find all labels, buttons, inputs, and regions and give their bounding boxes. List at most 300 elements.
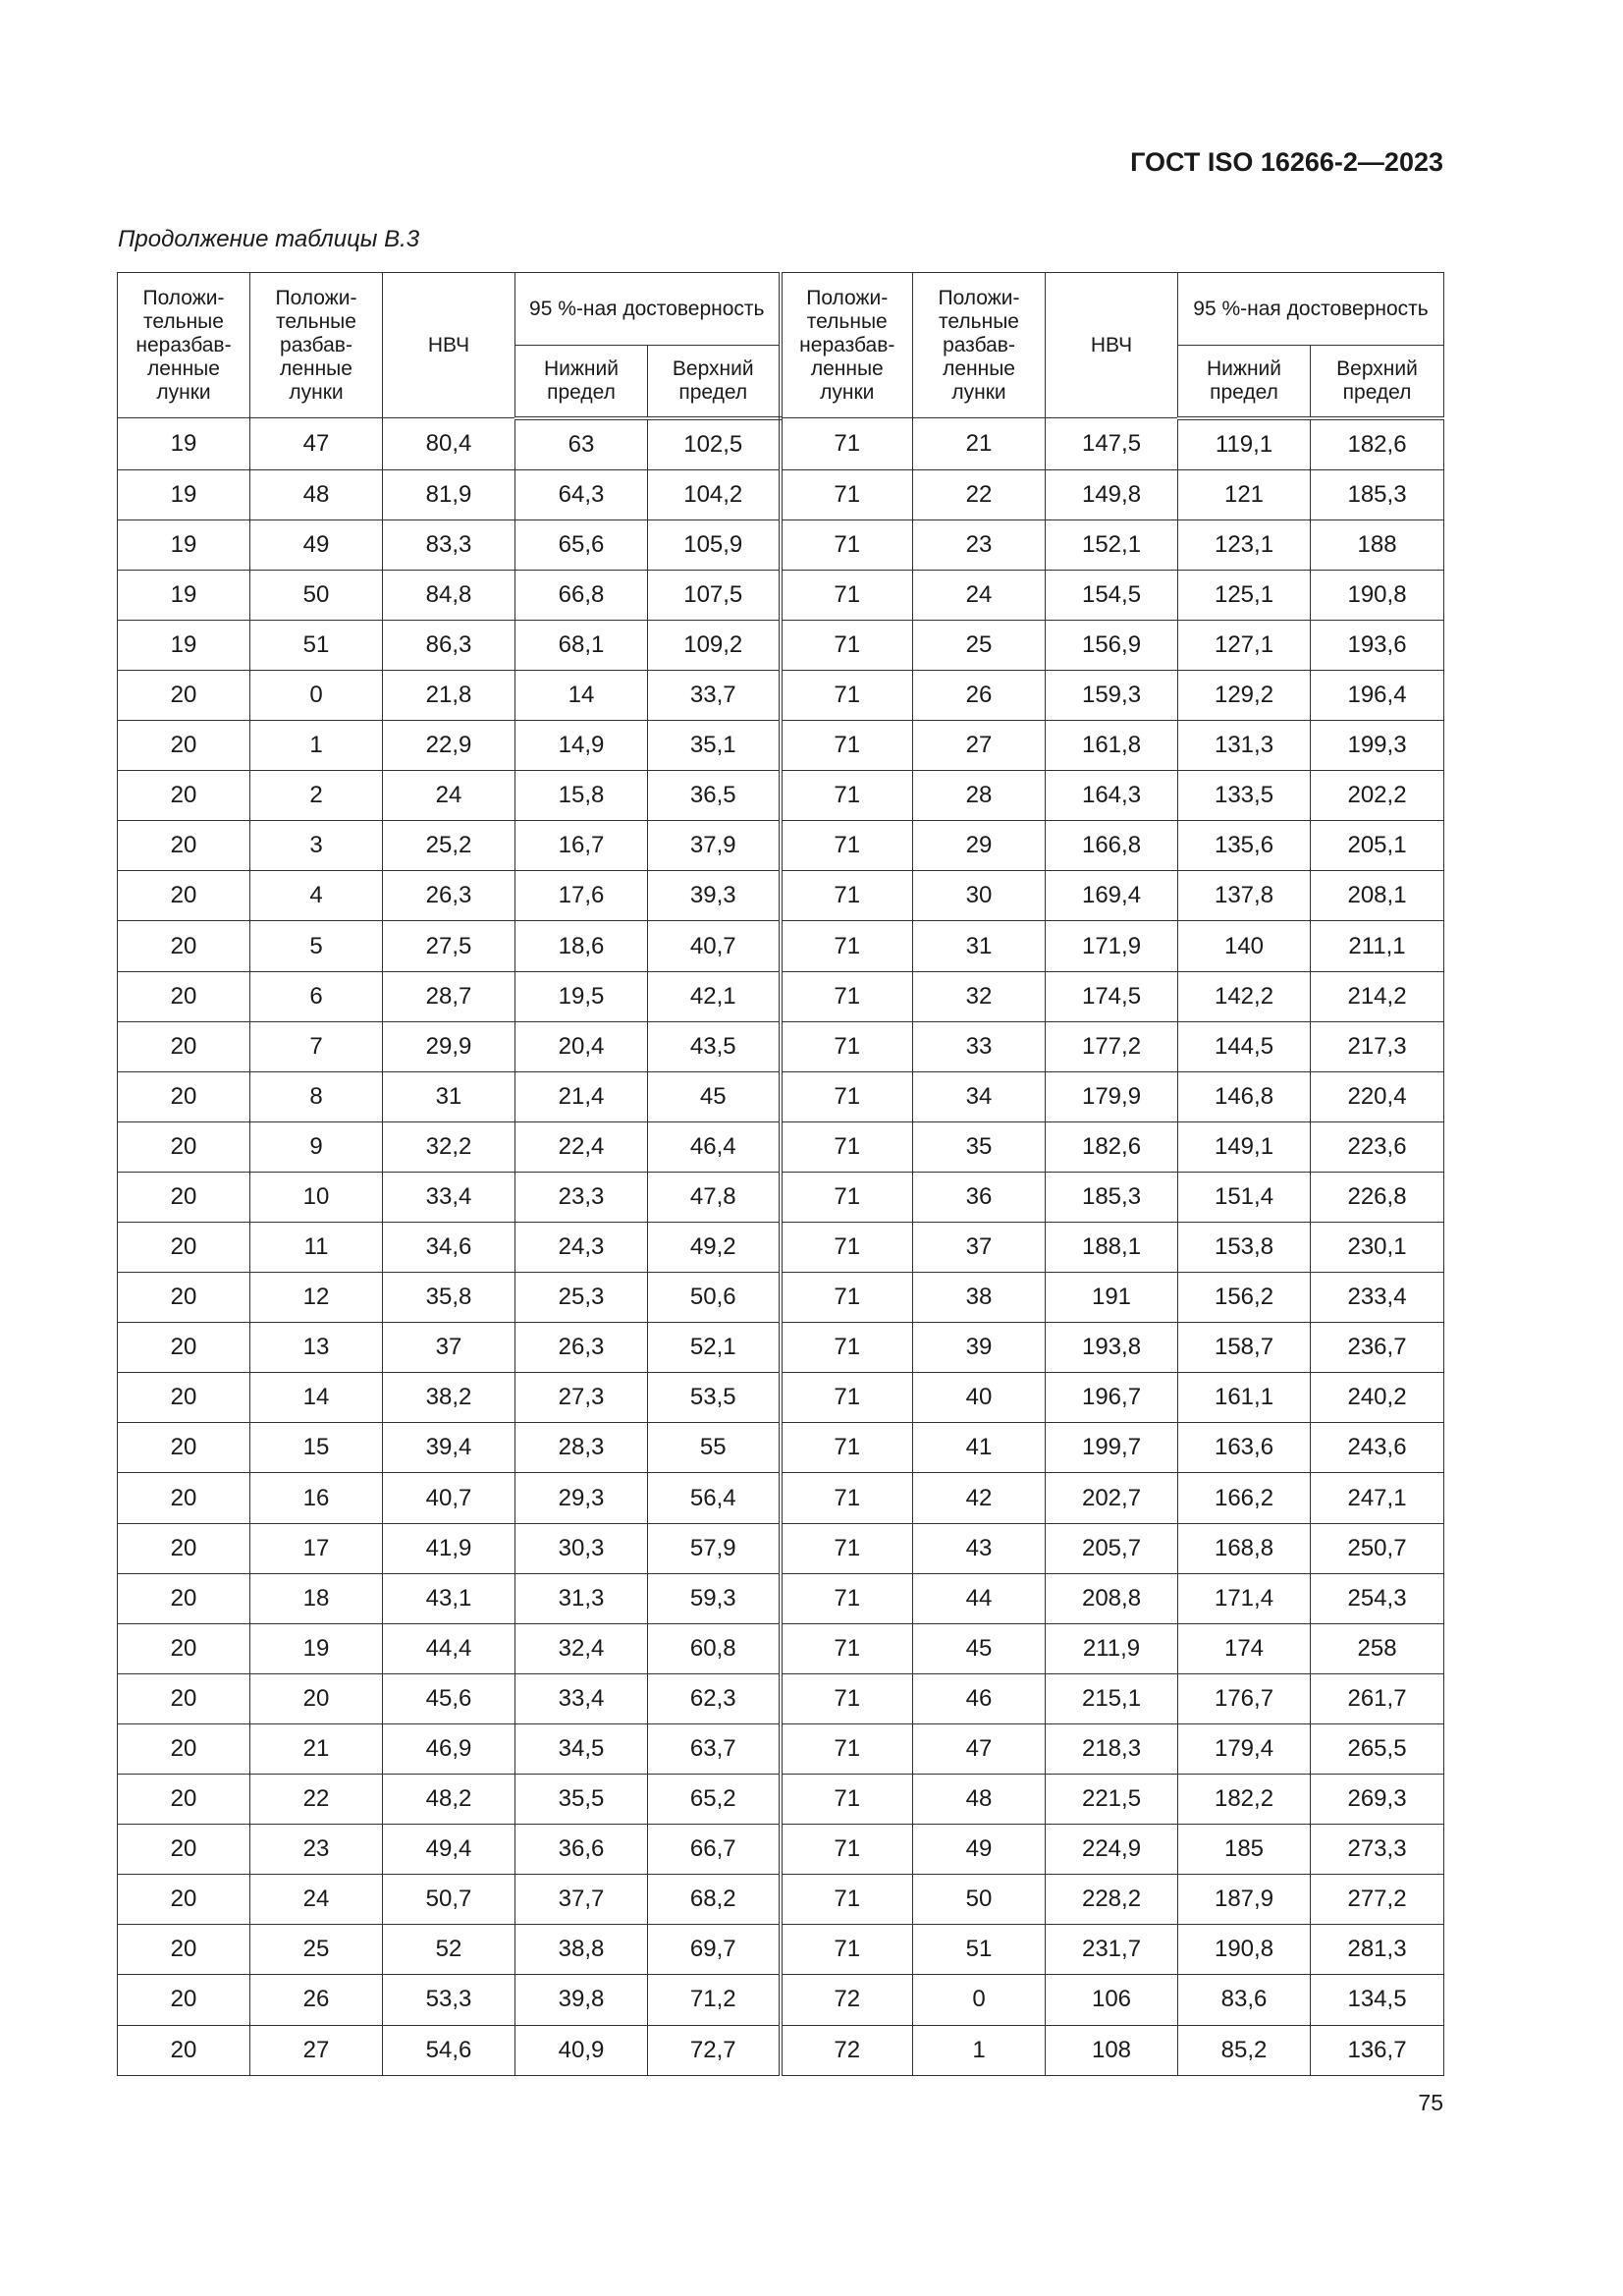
pos-diluted-cell: 50 bbox=[913, 1875, 1046, 1925]
pos-diluted-cell: 21 bbox=[250, 1723, 383, 1774]
upper-limit-cell: 277,2 bbox=[1311, 1875, 1444, 1925]
lower-limit-cell: 25,3 bbox=[515, 1273, 648, 1323]
lower-limit-cell: 129,2 bbox=[1178, 670, 1311, 720]
lower-limit-cell: 182,2 bbox=[1178, 1775, 1311, 1825]
upper-limit-cell: 52,1 bbox=[648, 1323, 781, 1373]
table-row bbox=[118, 1273, 1444, 1323]
upper-limit-cell: 199,3 bbox=[1311, 721, 1444, 771]
mpn-cell: 26,3 bbox=[383, 871, 515, 921]
pos-diluted-cell: 44 bbox=[913, 1573, 1046, 1623]
pos-diluted-cell: 37 bbox=[913, 1223, 1046, 1273]
table-row bbox=[118, 570, 1444, 620]
mpn-cell: 193,8 bbox=[1046, 1323, 1178, 1373]
header-lower-limit: Нижний предел bbox=[1178, 346, 1311, 418]
mpn-cell: 211,9 bbox=[1046, 1623, 1178, 1673]
pos-diluted-cell: 5 bbox=[250, 921, 383, 971]
mpn-cell: 171,9 bbox=[1046, 921, 1178, 971]
upper-limit-cell: 258 bbox=[1311, 1623, 1444, 1673]
table-row bbox=[118, 1925, 1444, 1975]
table-row bbox=[118, 1373, 1444, 1423]
lower-limit-cell: 190,8 bbox=[1178, 1925, 1311, 1975]
pos-undiluted-cell: 19 bbox=[118, 469, 250, 519]
mpn-cell: 191 bbox=[1046, 1273, 1178, 1323]
lower-limit-cell: 37,7 bbox=[515, 1875, 648, 1925]
mpn-cell: 188,1 bbox=[1046, 1223, 1178, 1273]
mpn-cell: 48,2 bbox=[383, 1775, 515, 1825]
pos-diluted-cell: 39 bbox=[913, 1323, 1046, 1373]
pos-diluted-cell: 22 bbox=[250, 1775, 383, 1825]
pos-undiluted-cell: 71 bbox=[781, 821, 913, 871]
pos-undiluted-cell: 71 bbox=[781, 1775, 913, 1825]
mpn-cell: 43,1 bbox=[383, 1573, 515, 1623]
lower-limit-cell: 27,3 bbox=[515, 1373, 648, 1423]
lower-limit-cell: 171,4 bbox=[1178, 1573, 1311, 1623]
mpn-cell: 53,3 bbox=[383, 1975, 515, 2025]
pos-diluted-cell: 24 bbox=[913, 570, 1046, 620]
mpn-cell: 34,6 bbox=[383, 1223, 515, 1273]
mpn-cell: 84,8 bbox=[383, 570, 515, 620]
pos-undiluted-cell: 19 bbox=[118, 418, 250, 470]
pos-undiluted-cell: 19 bbox=[118, 570, 250, 620]
mpn-cell: 37 bbox=[383, 1323, 515, 1373]
mpn-cell: 32,2 bbox=[383, 1121, 515, 1172]
mpn-cell: 80,4 bbox=[383, 418, 515, 470]
header-upper-limit: Верхний предел bbox=[1311, 346, 1444, 418]
pos-undiluted-cell: 19 bbox=[118, 519, 250, 570]
upper-limit-cell: 261,7 bbox=[1311, 1673, 1444, 1723]
header-mpn: НВЧ bbox=[383, 273, 515, 418]
mpn-cell: 108 bbox=[1046, 2025, 1178, 2075]
mpn-cell: 205,7 bbox=[1046, 1523, 1178, 1573]
mpn-cell: 185,3 bbox=[1046, 1172, 1178, 1222]
pos-undiluted-cell: 71 bbox=[781, 1021, 913, 1071]
table-row bbox=[118, 1071, 1444, 1121]
pos-undiluted-cell: 71 bbox=[781, 1373, 913, 1423]
mpn-cell: 50,7 bbox=[383, 1875, 515, 1925]
pos-undiluted-cell: 20 bbox=[118, 1373, 250, 1423]
table-row bbox=[118, 1825, 1444, 1875]
mpn-cell: 28,7 bbox=[383, 971, 515, 1021]
pos-diluted-cell: 40 bbox=[913, 1373, 1046, 1423]
header-positive-diluted: Положи-тельные разбав-ленные лунки bbox=[250, 273, 383, 418]
pos-diluted-cell: 42 bbox=[913, 1473, 1046, 1523]
pos-undiluted-cell: 72 bbox=[781, 2025, 913, 2075]
upper-limit-cell: 205,1 bbox=[1311, 821, 1444, 871]
pos-diluted-cell: 15 bbox=[250, 1423, 383, 1473]
pos-diluted-cell: 13 bbox=[250, 1323, 383, 1373]
mpn-cell: 81,9 bbox=[383, 469, 515, 519]
upper-limit-cell: 226,8 bbox=[1311, 1172, 1444, 1222]
upper-limit-cell: 104,2 bbox=[648, 469, 781, 519]
mpn-cell: 152,1 bbox=[1046, 519, 1178, 570]
upper-limit-cell: 69,7 bbox=[648, 1925, 781, 1975]
pos-undiluted-cell: 71 bbox=[781, 1223, 913, 1273]
lower-limit-cell: 24,3 bbox=[515, 1223, 648, 1273]
pos-diluted-cell: 46 bbox=[913, 1673, 1046, 1723]
pos-diluted-cell: 11 bbox=[250, 1223, 383, 1273]
lower-limit-cell: 64,3 bbox=[515, 469, 648, 519]
mpn-cell: 41,9 bbox=[383, 1523, 515, 1573]
lower-limit-cell: 38,8 bbox=[515, 1925, 648, 1975]
mpn-cell: 159,3 bbox=[1046, 670, 1178, 720]
pos-undiluted-cell: 20 bbox=[118, 1875, 250, 1925]
upper-limit-cell: 66,7 bbox=[648, 1825, 781, 1875]
mpn-cell: 52 bbox=[383, 1925, 515, 1975]
pos-diluted-cell: 25 bbox=[250, 1925, 383, 1975]
upper-limit-cell: 211,1 bbox=[1311, 921, 1444, 971]
lower-limit-cell: 31,3 bbox=[515, 1573, 648, 1623]
lower-limit-cell: 19,5 bbox=[515, 971, 648, 1021]
pos-diluted-cell: 17 bbox=[250, 1523, 383, 1573]
pos-diluted-cell: 48 bbox=[913, 1775, 1046, 1825]
table-row bbox=[118, 469, 1444, 519]
pos-undiluted-cell: 71 bbox=[781, 469, 913, 519]
mpn-cell: 49,4 bbox=[383, 1825, 515, 1875]
table-row bbox=[118, 1223, 1444, 1273]
table-row bbox=[118, 418, 1444, 470]
table-caption: Продолжение таблицы В.3 bbox=[118, 226, 420, 252]
upper-limit-cell: 60,8 bbox=[648, 1623, 781, 1673]
table-row bbox=[118, 670, 1444, 720]
table-row bbox=[118, 519, 1444, 570]
lower-limit-cell: 149,1 bbox=[1178, 1121, 1311, 1172]
table-row bbox=[118, 1423, 1444, 1473]
pos-undiluted-cell: 20 bbox=[118, 971, 250, 1021]
pos-diluted-cell: 51 bbox=[913, 1925, 1046, 1975]
table-row bbox=[118, 871, 1444, 921]
pos-diluted-cell: 49 bbox=[250, 519, 383, 570]
mpn-cell: 199,7 bbox=[1046, 1423, 1178, 1473]
pos-diluted-cell: 6 bbox=[250, 971, 383, 1021]
mpn-cell: 83,3 bbox=[383, 519, 515, 570]
pos-undiluted-cell: 20 bbox=[118, 2025, 250, 2075]
pos-undiluted-cell: 71 bbox=[781, 670, 913, 720]
pos-undiluted-cell: 71 bbox=[781, 1473, 913, 1523]
pos-diluted-cell: 48 bbox=[250, 469, 383, 519]
table-row bbox=[118, 1775, 1444, 1825]
pos-undiluted-cell: 19 bbox=[118, 620, 250, 670]
upper-limit-cell: 202,2 bbox=[1311, 771, 1444, 821]
document-id: ГОСТ ISO 16266-2—2023 bbox=[1130, 147, 1443, 177]
pos-undiluted-cell: 20 bbox=[118, 1975, 250, 2025]
pos-diluted-cell: 29 bbox=[913, 821, 1046, 871]
pos-diluted-cell: 45 bbox=[913, 1623, 1046, 1673]
header-confidence: 95 %-ная достоверность bbox=[1178, 273, 1444, 346]
mpn-cell: 161,8 bbox=[1046, 721, 1178, 771]
mpn-cell: 31 bbox=[383, 1071, 515, 1121]
mpn-cell: 218,3 bbox=[1046, 1723, 1178, 1774]
table-row bbox=[118, 1021, 1444, 1071]
upper-limit-cell: 208,1 bbox=[1311, 871, 1444, 921]
lower-limit-cell: 168,8 bbox=[1178, 1523, 1311, 1573]
lower-limit-cell: 125,1 bbox=[1178, 570, 1311, 620]
pos-undiluted-cell: 20 bbox=[118, 1925, 250, 1975]
lower-limit-cell: 123,1 bbox=[1178, 519, 1311, 570]
upper-limit-cell: 102,5 bbox=[648, 418, 781, 470]
pos-undiluted-cell: 20 bbox=[118, 1623, 250, 1673]
table-row bbox=[118, 721, 1444, 771]
mpn-cell: 29,9 bbox=[383, 1021, 515, 1071]
mpn-cell: 149,8 bbox=[1046, 469, 1178, 519]
upper-limit-cell: 254,3 bbox=[1311, 1573, 1444, 1623]
pos-diluted-cell: 38 bbox=[913, 1273, 1046, 1323]
pos-diluted-cell: 33 bbox=[913, 1021, 1046, 1071]
pos-diluted-cell: 20 bbox=[250, 1673, 383, 1723]
pos-diluted-cell: 12 bbox=[250, 1273, 383, 1323]
pos-diluted-cell: 1 bbox=[250, 721, 383, 771]
pos-diluted-cell: 25 bbox=[913, 620, 1046, 670]
pos-undiluted-cell: 71 bbox=[781, 418, 913, 470]
lower-limit-cell: 137,8 bbox=[1178, 871, 1311, 921]
lower-limit-cell: 166,2 bbox=[1178, 1473, 1311, 1523]
pos-undiluted-cell: 20 bbox=[118, 721, 250, 771]
lower-limit-cell: 174 bbox=[1178, 1623, 1311, 1673]
upper-limit-cell: 59,3 bbox=[648, 1573, 781, 1623]
lower-limit-cell: 16,7 bbox=[515, 821, 648, 871]
mpn-cell: 156,9 bbox=[1046, 620, 1178, 670]
lower-limit-cell: 187,9 bbox=[1178, 1875, 1311, 1925]
upper-limit-cell: 217,3 bbox=[1311, 1021, 1444, 1071]
table-row bbox=[118, 971, 1444, 1021]
mpn-cell: 21,8 bbox=[383, 670, 515, 720]
table-row bbox=[118, 1623, 1444, 1673]
header-positive-undiluted: Положи-тельные неразбав-ленные лунки bbox=[781, 273, 913, 418]
pos-undiluted-cell: 71 bbox=[781, 1121, 913, 1172]
upper-limit-cell: 65,2 bbox=[648, 1775, 781, 1825]
pos-undiluted-cell: 20 bbox=[118, 1673, 250, 1723]
table-row bbox=[118, 1121, 1444, 1172]
upper-limit-cell: 107,5 bbox=[648, 570, 781, 620]
mpn-cell: 45,6 bbox=[383, 1673, 515, 1723]
mpn-cell: 86,3 bbox=[383, 620, 515, 670]
upper-limit-cell: 45 bbox=[648, 1071, 781, 1121]
header-confidence: 95 %-ная достоверность bbox=[515, 273, 781, 346]
upper-limit-cell: 196,4 bbox=[1311, 670, 1444, 720]
upper-limit-cell: 233,4 bbox=[1311, 1273, 1444, 1323]
lower-limit-cell: 131,3 bbox=[1178, 721, 1311, 771]
lower-limit-cell: 14,9 bbox=[515, 721, 648, 771]
upper-limit-cell: 57,9 bbox=[648, 1523, 781, 1573]
pos-undiluted-cell: 20 bbox=[118, 1223, 250, 1273]
lower-limit-cell: 151,4 bbox=[1178, 1172, 1311, 1222]
pos-undiluted-cell: 71 bbox=[781, 1523, 913, 1573]
mpn-cell: 46,9 bbox=[383, 1723, 515, 1774]
pos-undiluted-cell: 20 bbox=[118, 921, 250, 971]
table-row bbox=[118, 1172, 1444, 1222]
pos-undiluted-cell: 20 bbox=[118, 771, 250, 821]
table-body bbox=[118, 418, 1444, 2076]
mpn-cell: 44,4 bbox=[383, 1623, 515, 1673]
pos-diluted-cell: 3 bbox=[250, 821, 383, 871]
table-row bbox=[118, 1875, 1444, 1925]
pos-undiluted-cell: 71 bbox=[781, 1323, 913, 1373]
mpn-cell: 147,5 bbox=[1046, 418, 1178, 470]
pos-undiluted-cell: 20 bbox=[118, 1323, 250, 1373]
lower-limit-cell: 133,5 bbox=[1178, 771, 1311, 821]
lower-limit-cell: 20,4 bbox=[515, 1021, 648, 1071]
upper-limit-cell: 33,7 bbox=[648, 670, 781, 720]
mpn-cell: 169,4 bbox=[1046, 871, 1178, 921]
table-row bbox=[118, 821, 1444, 871]
upper-limit-cell: 35,1 bbox=[648, 721, 781, 771]
upper-limit-cell: 134,5 bbox=[1311, 1975, 1444, 2025]
mpn-cell: 174,5 bbox=[1046, 971, 1178, 1021]
upper-limit-cell: 105,9 bbox=[648, 519, 781, 570]
pos-undiluted-cell: 20 bbox=[118, 1121, 250, 1172]
pos-diluted-cell: 50 bbox=[250, 570, 383, 620]
pos-diluted-cell: 27 bbox=[250, 2025, 383, 2075]
pos-diluted-cell: 32 bbox=[913, 971, 1046, 1021]
lower-limit-cell: 185 bbox=[1178, 1825, 1311, 1875]
table-row bbox=[118, 620, 1444, 670]
pos-undiluted-cell: 71 bbox=[781, 519, 913, 570]
upper-limit-cell: 37,9 bbox=[648, 821, 781, 871]
upper-limit-cell: 265,5 bbox=[1311, 1723, 1444, 1774]
lower-limit-cell: 21,4 bbox=[515, 1071, 648, 1121]
lower-limit-cell: 29,3 bbox=[515, 1473, 648, 1523]
upper-limit-cell: 40,7 bbox=[648, 921, 781, 971]
mpn-cell: 33,4 bbox=[383, 1172, 515, 1222]
mpn-cell: 177,2 bbox=[1046, 1021, 1178, 1071]
pos-diluted-cell: 0 bbox=[250, 670, 383, 720]
mpn-cell: 196,7 bbox=[1046, 1373, 1178, 1423]
upper-limit-cell: 46,4 bbox=[648, 1121, 781, 1172]
pos-undiluted-cell: 20 bbox=[118, 821, 250, 871]
pos-diluted-cell: 47 bbox=[913, 1723, 1046, 1774]
pos-undiluted-cell: 71 bbox=[781, 971, 913, 1021]
pos-undiluted-cell: 71 bbox=[781, 1673, 913, 1723]
lower-limit-cell: 85,2 bbox=[1178, 2025, 1311, 2075]
upper-limit-cell: 188 bbox=[1311, 519, 1444, 570]
pos-undiluted-cell: 20 bbox=[118, 1172, 250, 1222]
header-mpn: НВЧ bbox=[1046, 273, 1178, 418]
upper-limit-cell: 250,7 bbox=[1311, 1523, 1444, 1573]
pos-diluted-cell: 49 bbox=[913, 1825, 1046, 1875]
lower-limit-cell: 30,3 bbox=[515, 1523, 648, 1573]
upper-limit-cell: 62,3 bbox=[648, 1673, 781, 1723]
lower-limit-cell: 146,8 bbox=[1178, 1071, 1311, 1121]
pos-diluted-cell: 10 bbox=[250, 1172, 383, 1222]
pos-diluted-cell: 47 bbox=[250, 418, 383, 470]
lower-limit-cell: 40,9 bbox=[515, 2025, 648, 2075]
upper-limit-cell: 185,3 bbox=[1311, 469, 1444, 519]
pos-diluted-cell: 41 bbox=[913, 1423, 1046, 1473]
pos-diluted-cell: 1 bbox=[913, 2025, 1046, 2075]
pos-undiluted-cell: 20 bbox=[118, 1775, 250, 1825]
upper-limit-cell: 269,3 bbox=[1311, 1775, 1444, 1825]
page-number: 75 bbox=[1418, 2090, 1443, 2115]
pos-undiluted-cell: 71 bbox=[781, 1623, 913, 1673]
mpn-cell: 164,3 bbox=[1046, 771, 1178, 821]
mpn-cell: 54,6 bbox=[383, 2025, 515, 2075]
pos-diluted-cell: 18 bbox=[250, 1573, 383, 1623]
pos-undiluted-cell: 71 bbox=[781, 921, 913, 971]
upper-limit-cell: 247,1 bbox=[1311, 1473, 1444, 1523]
pos-undiluted-cell: 71 bbox=[781, 1875, 913, 1925]
table-row bbox=[118, 1473, 1444, 1523]
mpn-cell: 24 bbox=[383, 771, 515, 821]
mpn-cell: 35,8 bbox=[383, 1273, 515, 1323]
mpn-cell: 221,5 bbox=[1046, 1775, 1178, 1825]
upper-limit-cell: 71,2 bbox=[648, 1975, 781, 2025]
pos-diluted-cell: 23 bbox=[250, 1825, 383, 1875]
lower-limit-cell: 66,8 bbox=[515, 570, 648, 620]
pos-undiluted-cell: 71 bbox=[781, 1071, 913, 1121]
upper-limit-cell: 43,5 bbox=[648, 1021, 781, 1071]
header-positive-diluted: Положи-тельные разбав-ленные лунки bbox=[913, 273, 1046, 418]
lower-limit-cell: 135,6 bbox=[1178, 821, 1311, 871]
lower-limit-cell: 33,4 bbox=[515, 1673, 648, 1723]
upper-limit-cell: 56,4 bbox=[648, 1473, 781, 1523]
header-lower-limit: Нижний предел bbox=[515, 346, 648, 418]
pos-diluted-cell: 24 bbox=[250, 1875, 383, 1925]
lower-limit-cell: 35,5 bbox=[515, 1775, 648, 1825]
upper-limit-cell: 72,7 bbox=[648, 2025, 781, 2075]
pos-undiluted-cell: 20 bbox=[118, 1071, 250, 1121]
pos-diluted-cell: 2 bbox=[250, 771, 383, 821]
upper-limit-cell: 214,2 bbox=[1311, 971, 1444, 1021]
pos-diluted-cell: 21 bbox=[913, 418, 1046, 470]
pos-diluted-cell: 8 bbox=[250, 1071, 383, 1121]
lower-limit-cell: 83,6 bbox=[1178, 1975, 1311, 2025]
lower-limit-cell: 63 bbox=[515, 418, 648, 470]
pos-undiluted-cell: 20 bbox=[118, 1473, 250, 1523]
mpn-cell: 40,7 bbox=[383, 1473, 515, 1523]
pos-diluted-cell: 4 bbox=[250, 871, 383, 921]
upper-limit-cell: 109,2 bbox=[648, 620, 781, 670]
pos-undiluted-cell: 71 bbox=[781, 1573, 913, 1623]
upper-limit-cell: 220,4 bbox=[1311, 1071, 1444, 1121]
mpn-cell: 202,7 bbox=[1046, 1473, 1178, 1523]
lower-limit-cell: 176,7 bbox=[1178, 1673, 1311, 1723]
upper-limit-cell: 230,1 bbox=[1311, 1223, 1444, 1273]
upper-limit-cell: 63,7 bbox=[648, 1723, 781, 1774]
lower-limit-cell: 158,7 bbox=[1178, 1323, 1311, 1373]
pos-undiluted-cell: 20 bbox=[118, 1825, 250, 1875]
pos-diluted-cell: 26 bbox=[913, 670, 1046, 720]
pos-undiluted-cell: 20 bbox=[118, 1021, 250, 1071]
table-row bbox=[118, 2025, 1444, 2075]
pos-diluted-cell: 16 bbox=[250, 1473, 383, 1523]
pos-undiluted-cell: 71 bbox=[781, 771, 913, 821]
mpn-cell: 182,6 bbox=[1046, 1121, 1178, 1172]
lower-limit-cell: 161,1 bbox=[1178, 1373, 1311, 1423]
pos-undiluted-cell: 20 bbox=[118, 670, 250, 720]
pos-undiluted-cell: 71 bbox=[781, 721, 913, 771]
mpn-cell: 27,5 bbox=[383, 921, 515, 971]
pos-diluted-cell: 27 bbox=[913, 721, 1046, 771]
pos-undiluted-cell: 20 bbox=[118, 1273, 250, 1323]
upper-limit-cell: 182,6 bbox=[1311, 418, 1444, 470]
mpn-cell: 25,2 bbox=[383, 821, 515, 871]
upper-limit-cell: 49,2 bbox=[648, 1223, 781, 1273]
pos-diluted-cell: 23 bbox=[913, 519, 1046, 570]
upper-limit-cell: 47,8 bbox=[648, 1172, 781, 1222]
table-row bbox=[118, 1523, 1444, 1573]
lower-limit-cell: 36,6 bbox=[515, 1825, 648, 1875]
upper-limit-cell: 55 bbox=[648, 1423, 781, 1473]
lower-limit-cell: 140 bbox=[1178, 921, 1311, 971]
table-header bbox=[118, 273, 1444, 418]
header-upper-limit: Верхний предел bbox=[648, 346, 781, 418]
pos-undiluted-cell: 20 bbox=[118, 871, 250, 921]
pos-diluted-cell: 36 bbox=[913, 1172, 1046, 1222]
pos-diluted-cell: 7 bbox=[250, 1021, 383, 1071]
pos-diluted-cell: 14 bbox=[250, 1373, 383, 1423]
lower-limit-cell: 121 bbox=[1178, 469, 1311, 519]
mpn-cell: 106 bbox=[1046, 1975, 1178, 2025]
upper-limit-cell: 240,2 bbox=[1311, 1373, 1444, 1423]
